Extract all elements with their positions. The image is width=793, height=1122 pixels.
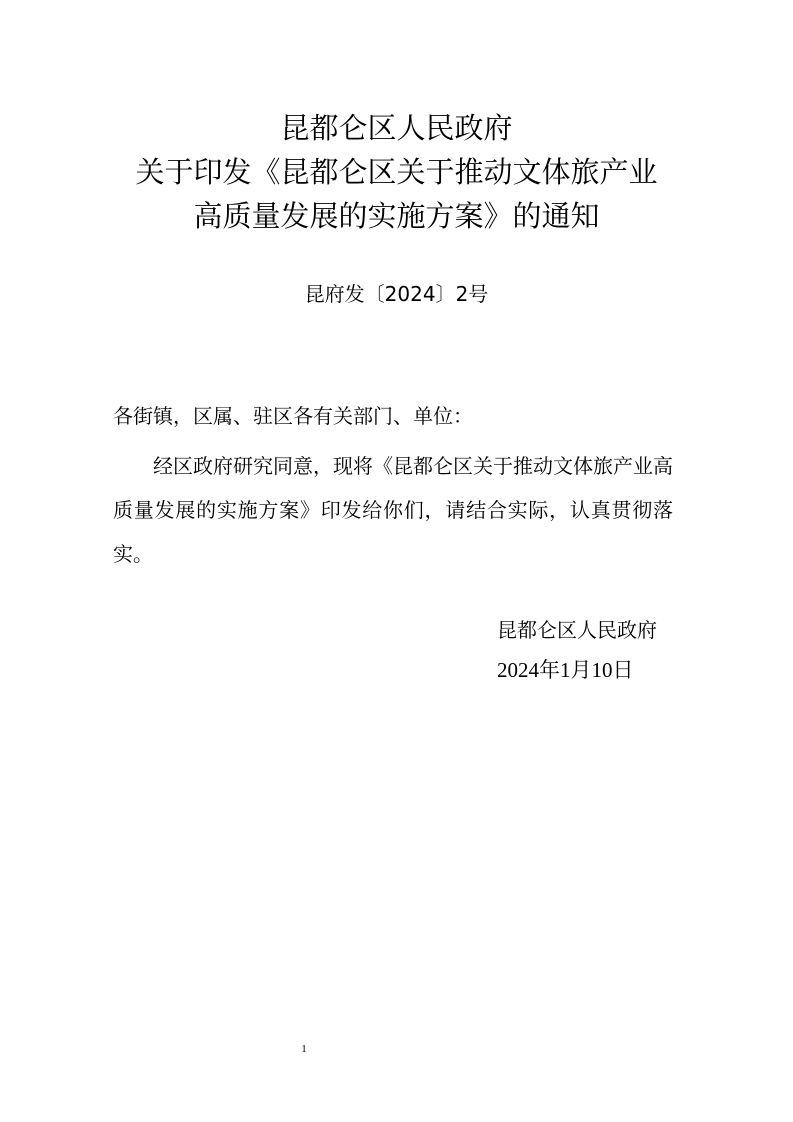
document-title xyxy=(0,106,793,238)
title-line-3: 高质量发展的实施方案》的通知 xyxy=(193,199,600,233)
salutation: 各街镇，区属、驻区各有关部门、单位： xyxy=(113,404,473,428)
page-number: 1 xyxy=(301,1043,307,1055)
title-line-1: 昆都仑区人民政府 xyxy=(280,111,513,145)
body-paragraph: 经区政府研究同意，现将《昆都仑区关于推动文体旅产业高质量发展的实施方案》印发给你们，请结合实际，认真贯彻落实。 xyxy=(113,454,673,566)
signature-organization: 昆都仑区人民政府 xyxy=(497,618,657,642)
signature-block xyxy=(497,610,657,690)
signature-date: 2024年1月10日 xyxy=(497,658,634,682)
document-number: 昆府发〔2024〕2号 xyxy=(304,282,489,306)
title-line-2: 关于印发《昆都仑区关于推动文体旅产业 xyxy=(135,155,658,189)
